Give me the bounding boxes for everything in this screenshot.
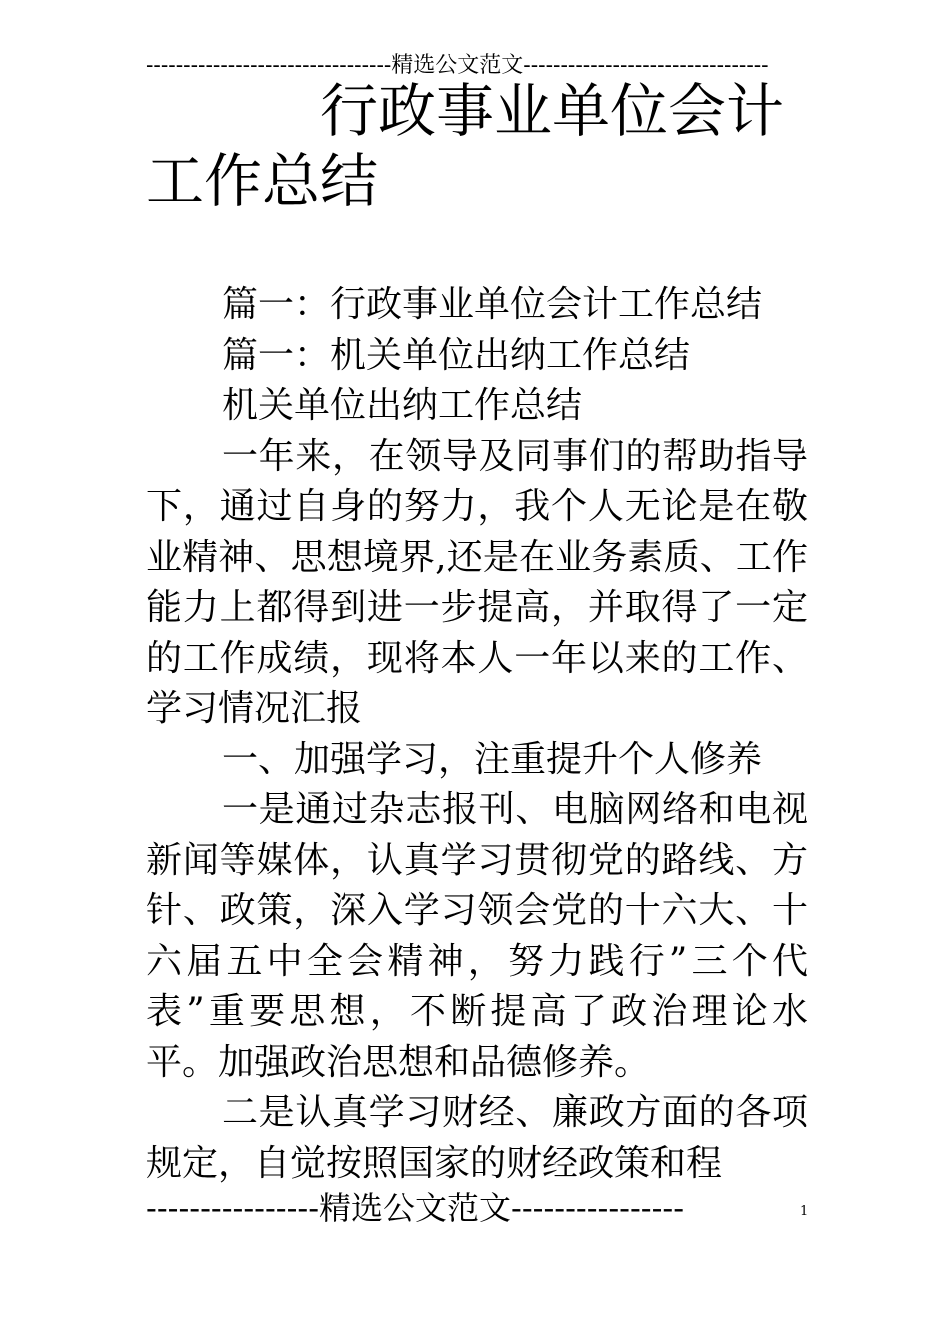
title-line-1: 行政事业单位会计 [320,77,785,145]
body-paragraph: 一年来，在领导及同事们的帮助指导下，通过自身的努力，我个人无论是在敬业精神、思想境界,还是在业务素质、工作能力上都得到进一步提高，并取得了一定的工作成绩，现将本人一年以来的工作、学习情况汇报 [146,435,808,729]
point-heading: 一、加强学习，注重提升个人修养 [222,738,763,780]
body-paragraph: 一是通过杂志报刊、电脑网络和电视新闻等媒体，认真学习贯彻党的路线、方针、政策，深入学习领会党的十六大、十六届五中全会精神，努力践行”三个代表”重要思想，不断提高了政治理论水平。加强政治思想和品德修养。 [146,789,808,1083]
document-body [146,280,808,1189]
body-paragraph: 二是认真学习财经、廉政方面的各项规定，自觉按照国家的财经政策和程 [146,1092,808,1184]
document-title [146,76,806,216]
title-line-2: 工作总结 [146,147,379,215]
article-heading: 机关单位出纳工作总结 [222,385,583,426]
page-footer: ----------------精选公文范文---------------- [146,1189,685,1227]
section-heading: 篇一：行政事业单位会计工作总结 [222,284,763,325]
subsection-heading: 篇一：机关单位出纳工作总结 [222,334,691,376]
page-number: 1 [800,1204,809,1219]
page-header: ---------------------------------精选公文范文--------------------------------- [146,53,769,78]
